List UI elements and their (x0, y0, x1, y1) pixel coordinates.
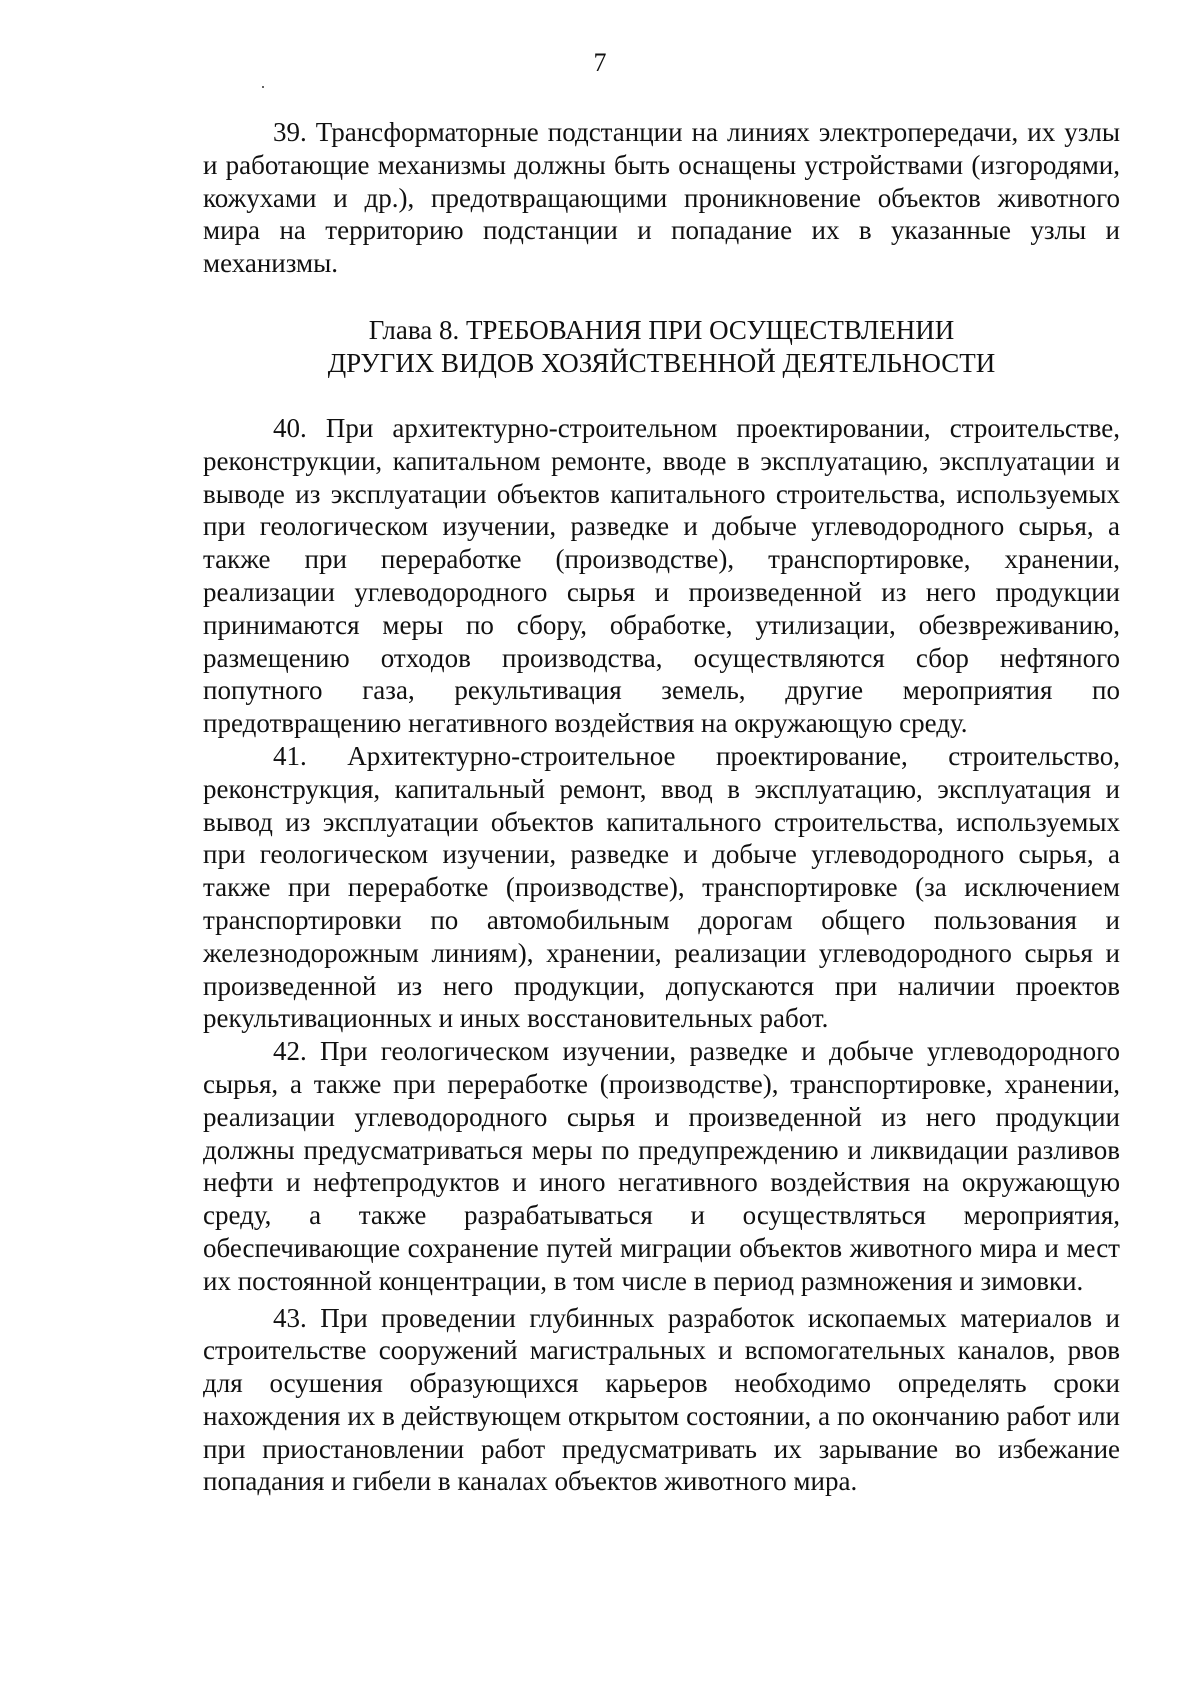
paragraph-40: 40. При архитектурно-строительном проектировании, строительстве, реконструкции, капитальном ремонте, вводе в эксплуатацию, эксплуатации и выводе из эксплуатации объектов капитального строительства, используемых при геологическом изучении, разведке и добыче углеводородного сырья, а также при переработке (производстве), транспортировке, хранении, реализации углеводородного сырья и произведенной из него продукции принимаются меры по сбору, обработке, утилизации, обезвреживанию, размещению отходов производства, осуществляются сбор нефтяного попутного газа, рекультивация земель, другие мероприятия по предотвращению негативного воздействия на окружающую среду. (203, 412, 1120, 739)
document-body (203, 116, 1120, 1498)
paragraph-41: 41. Архитектурно-строительное проектирование, строительство, реконструкция, капитальный ремонт, ввод в эксплуатацию, эксплуатация и вывод из эксплуатации объектов капитального строительства, используемых при геологическом изучении, разведке и добыче углеводородного сырья, а также при переработке (производстве), транспортировке (за исключением транспортировки по автомобильным дорогам общего пользования и железнодорожным линиям), хранении, реализации углеводородного сырья и произведенной из него продукции, допускаются при наличии проектов рекультивационных и иных восстановительных работ. (203, 740, 1120, 1034)
chapter-heading-line-1: Глава 8. ТРЕБОВАНИЯ ПРИ ОСУЩЕСТВЛЕНИИ (368, 314, 955, 345)
scan-speck (262, 86, 264, 88)
chapter-heading-line-2: ДРУГИХ ВИДОВ ХОЗЯЙСТВЕННОЙ ДЕЯТЕЛЬНОСТИ (327, 347, 996, 378)
paragraph-42: 42. При геологическом изучении, разведке и добыче углеводородного сырья, а также при переработке (производстве), транспортировке, хранении, реализации углеводородного сырья и произведенной из него продукции должны предусматриваться меры по предупреждению и ликвидации разливов нефти и нефтепродуктов и иного негативного воздействия на окружающую среду, а также разрабатываться и осуществляться мероприятия, обеспечивающие сохранение путей миграции объектов животного мира и мест их постоянной концентрации, в том числе в период размножения и зимовки. (203, 1036, 1120, 1296)
paragraph-43: 43. При проведении глубинных разработок ископаемых материалов и строительстве сооружений магистральных и вспомогательных каналов, рвов для осушения образующихся карьеров необходимо определять сроки нахождения их в действующем открытом состоянии, а по окончанию работ или при приостановлении работ предусматривать их зарывание во избежание попадания и гибели в каналах объектов животного мира. (203, 1302, 1120, 1497)
chapter-heading (203, 314, 1120, 380)
paragraph-39: 39. Трансформаторные подстанции на линиях электропередачи, их узлы и работающие механизмы должны быть оснащены устройствами (изгородями, кожухами и др.), предотвращающими проникновение объектов животного мира на территорию подстанции и попадание их в указанные узлы и механизмы. (203, 117, 1120, 279)
page-number: 7 (593, 48, 607, 77)
